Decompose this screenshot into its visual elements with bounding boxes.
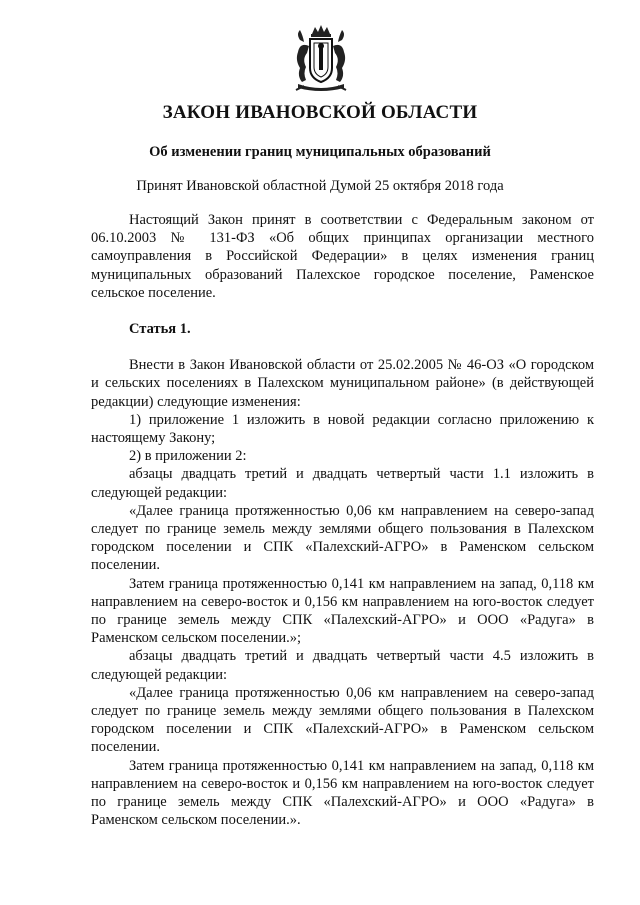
- article-paragraph: 1) приложение 1 изложить в новой редакции согласно приложению к настоящему Закону;: [91, 411, 594, 447]
- article-heading: Статья 1.: [129, 321, 191, 338]
- article-paragraph: 2) в приложении 2:: [129, 448, 247, 465]
- law-title: ЗАКОН ИВАНОВСКОЙ ОБЛАСТИ: [162, 102, 478, 123]
- article-paragraph: Внести в Закон Ивановской области от 25.02.2005 № 46-ОЗ «О городском и сельских поселениях в Палехском муниципальном районе» (в действующей редакции) следующие изменения:: [91, 357, 594, 410]
- article-paragraph: «Далее граница протяженностью 0,06 км направлением на северо-запад следует по границе земель между землями общего пользования в Палехском городском поселении и СПК «Палехский-АГРО» в Раменском сельском поселении.: [91, 502, 594, 574]
- article-paragraph: абзацы двадцать третий и двадцать четвертый части 4.5 изложить в следующей редакции:: [91, 648, 594, 683]
- law-body: [91, 211, 594, 830]
- adoption-line: Принят Ивановской областной Думой 25 октября 2018 года: [136, 178, 504, 194]
- article-paragraph: Затем граница протяженностью 0,141 км направлением на запад, 0,118 км направлением на северо-восток и 0,156 км направлением на юго-восток следует по границе земель между СПК «Палехский-АГРО» и ООО «Радуга» в Раменском сельском поселении.».: [91, 757, 594, 829]
- ivanovo-coat-of-arms-icon: [288, 24, 354, 94]
- article-paragraph: «Далее граница протяженностью 0,06 км направлением на северо-запад следует по границе земель между землями общего пользования в Палехском городском поселении и СПК «Палехский-АГРО» в Раменском сельском поселении.: [91, 684, 594, 756]
- law-subtitle: Об изменении границ муниципальных образований: [149, 144, 491, 160]
- article-paragraph: абзацы двадцать третий и двадцать четвертый части 1.1 изложить в следующей редакции:: [91, 466, 594, 501]
- preamble-paragraph: Настоящий Закон принят в соответствии с Федеральным законом от 06.10.2003 № 131-ФЗ «Об общих принципах организации местного самоуправления в Российской Федерации» в целях изменения границ муниципальных образований Палехское городское поселение, Раменское сельское поселение.: [91, 212, 594, 301]
- article-paragraph: Затем граница протяженностью 0,141 км направлением на запад, 0,118 км направлением на северо-восток и 0,156 км направлением на юго-восток следует по границе земель между СПК «Палехский-АГРО» и ООО «Радуга» в Раменском сельском поселении.»;: [91, 575, 594, 647]
